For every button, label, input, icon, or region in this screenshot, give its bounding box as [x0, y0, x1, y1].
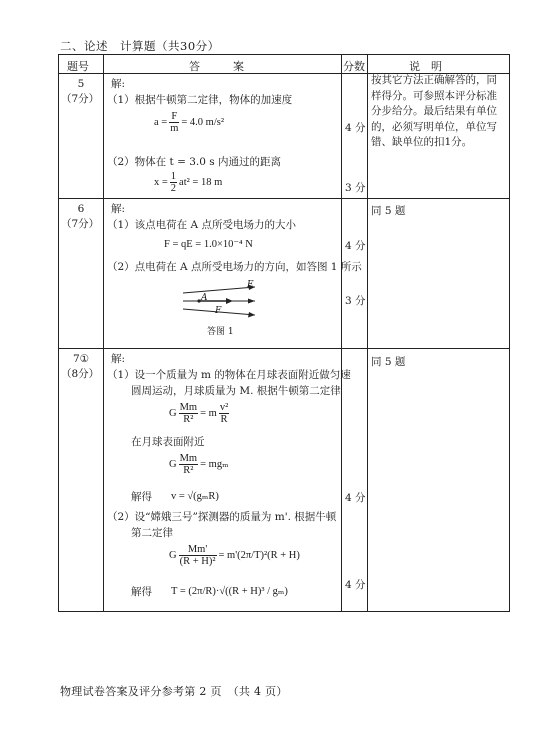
score: 4 分 — [345, 492, 366, 504]
step-text: 在月球表面附近 — [131, 436, 205, 448]
step-text: （1）该点电荷在 A 点所受电场力的大小 — [107, 219, 296, 231]
header-answer: 答 案 — [189, 60, 244, 73]
score: 3 分 — [345, 295, 366, 307]
score: 4 分 — [345, 122, 366, 134]
equation: T = (2π/R)·√((R + H)³ / gₘ) — [171, 586, 288, 597]
solve-label: 解得 — [131, 586, 152, 598]
equation: F = qE = 1.0×10⁻⁴ N — [164, 239, 253, 250]
figure-caption: 答图 1 — [207, 327, 234, 337]
header-score: 分数 — [343, 60, 365, 73]
step-text: 圆周运动，月球质量为 M. 根据牛顿第二定律 — [131, 385, 341, 397]
section-title: 二、论述 计算题（共30分） — [60, 39, 220, 53]
row-divider — [59, 198, 509, 199]
step-text: （1）根据牛顿第二定律，物体的加速度 — [107, 94, 293, 106]
step-text: （1）设一个质量为 m 的物体在月球表面附近做匀速 — [107, 369, 351, 381]
equation: G $\frac{Mm}{\text{R²}}$ = mgₘ — [169, 453, 229, 477]
col-divider — [103, 55, 104, 611]
col-divider — [367, 55, 368, 611]
header-note: 说 明 — [409, 60, 442, 73]
equation: x = $\frac{1}{2}$ at² = 18 m — [154, 171, 223, 195]
score: 4 分 — [345, 579, 366, 591]
point-label-A: A — [201, 293, 208, 303]
step-text: （2）点电荷在 A 点所受电场力的方向，如答图 1 所示 — [107, 261, 362, 273]
equation: v = √(gₘR) — [171, 491, 219, 502]
score: 3 分 — [345, 182, 366, 194]
question-points: （8分） — [61, 368, 100, 380]
field-label-E: E — [247, 280, 254, 290]
grading-note: 同 5 题 — [371, 205, 406, 217]
jie-label: 解: — [111, 78, 126, 90]
jie-label: 解: — [111, 203, 126, 215]
step-text: （2）设“嫦娥三号”探测器的质量为 m'. 根据牛顿 — [107, 511, 337, 523]
force-label-F: F — [215, 306, 222, 316]
solve-label: 解得 — [131, 491, 152, 503]
grading-note: 按其它方法正确解答的，同样得分。可参照本评分标准分步给分。最后结果有单位的，必须写明单位，单位写错、缺单位的扣1分。 — [371, 74, 497, 148]
equation: a = $\frac{F}{m}$ = 4.0 m/s² — [154, 111, 225, 135]
col-divider — [341, 55, 342, 611]
answer-table — [58, 54, 510, 612]
question-number: 6 — [77, 203, 85, 215]
step-text: 第二定律 — [131, 527, 173, 539]
equation: G $\frac{Mm}{\text{R²}}$ = m $\frac{\text{v²}}{R}$ — [169, 402, 229, 426]
score: 4 分 — [345, 240, 366, 252]
question-points: （7分） — [61, 218, 100, 230]
equation: G $\frac{Mm'}{\text{(R + H)²}}$ = m'(2π/T)²(R + H) — [169, 544, 300, 568]
header-question-number: 题号 — [67, 60, 89, 73]
question-number: 7① — [72, 353, 90, 365]
page-footer: 物理试卷答案及评分参考第 2 页 （共 4 页） — [60, 685, 288, 698]
step-text: （2）物体在 t = 3.0 s 内通过的距离 — [107, 156, 281, 168]
question-points: （7分） — [61, 93, 100, 105]
grading-note: 同 5 题 — [371, 356, 406, 368]
question-number: 5 — [77, 78, 85, 90]
row-divider — [59, 348, 509, 349]
jie-label: 解: — [111, 353, 126, 365]
